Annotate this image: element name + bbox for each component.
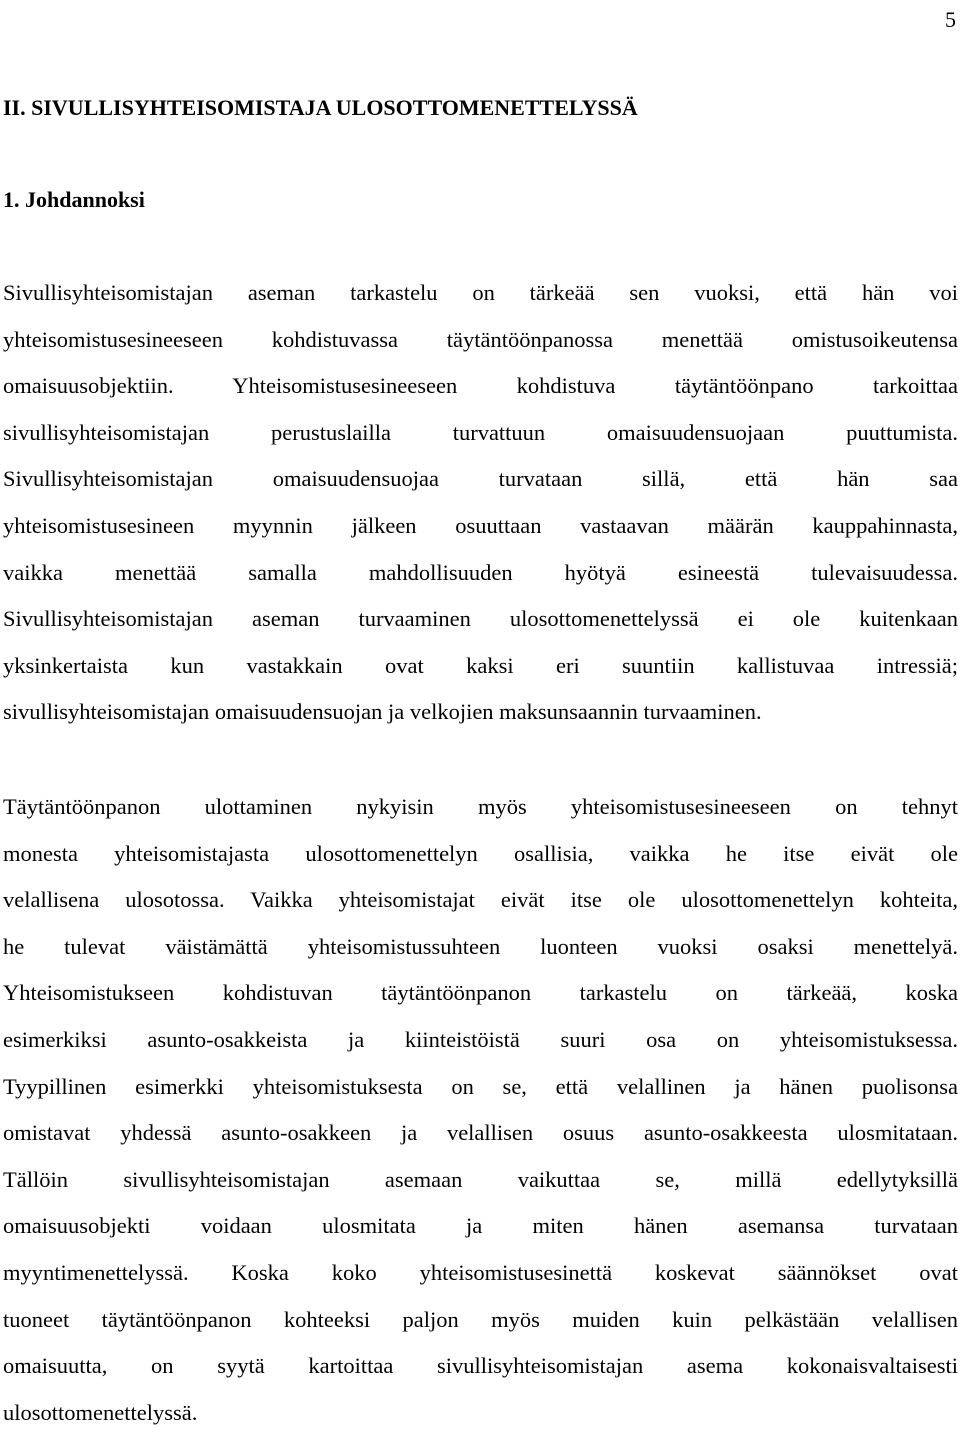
paragraph-line: vaikka menettää samalla mahdollisuuden hyötyä esineestä tulevaisuudessa. [3,559,958,585]
paragraph-line: yksinkertaista kun vastakkain ovat kaksi eri suuntiin kallistuvaa intressiä; [3,652,958,678]
section-title: 1. Johdannoksi [3,187,145,212]
paragraph-line: omaisuutta, on syytä kartoittaa sivullisyhteisomistajan asema kokonaisvaltaisesti [3,1353,958,1379]
page-number: 5 [945,7,956,32]
paragraph-line: omistavat yhdessä asunto-osakkeen ja velallisen osuus asunto-osakkeesta ulosmitataan. [3,1120,958,1146]
paragraph-line: he tulevat väistämättä yhteisomistussuhteen luonteen vuoksi osaksi menettelyä. [3,933,958,959]
chapter-title: II. SIVULLISYHTEISOMISTAJA ULOSOTTOMENETTELYSSÄ [3,95,638,120]
paragraph-line: myyntimenettelyssä. Koska koko yhteisomistusesinettä koskevat säännökset ovat [3,1259,958,1285]
paragraph-line: Sivullisyhteisomistajan aseman turvaaminen ulosottomenettelyssä ei ole kuitenkaan [3,606,958,632]
paragraph-line: omaisuusobjekti voidaan ulosmitata ja miten hänen asemansa turvataan [3,1213,958,1239]
paragraph-line: Sivullisyhteisomistajan aseman tarkastelu on tärkeää sen vuoksi, että hän voi [3,280,958,305]
paragraph-1 [3,270,958,736]
paragraph-line: ulosottomenettelyssä. [3,1399,198,1425]
paragraph-line: velallisena ulosotossa. Vaikka yhteisomistajat eivät itse ole ulosottomenettelyn kohteita, [3,887,958,913]
paragraph-line: Sivullisyhteisomistajan omaisuudensuojaa turvataan sillä, että hän saa [3,466,958,492]
paragraph-line: monesta yhteisomistajasta ulosottomenettelyn osallisia, vaikka he itse eivät ole [3,840,958,866]
paragraph-line: omaisuusobjektiin. Yhteisomistusesineeseen kohdistuva täytäntöönpano tarkoittaa [3,373,958,399]
paragraph-line: Tyypillinen esimerkki yhteisomistuksesta on se, että velallinen ja hänen puolisonsa [3,1073,958,1099]
paragraph-line: sivullisyhteisomistajan omaisuudensuojan ja velkojien maksunsaannin turvaaminen. [3,699,762,725]
paragraph-line: yhteisomistusesineeseen kohdistuvassa täytäntöönpanossa menettää omistusoikeutensa [3,326,958,352]
paragraph-line: Tällöin sivullisyhteisomistajan asemaan vaikuttaa se, millä edellytyksillä [3,1166,958,1192]
paragraph-2 [3,784,958,1436]
paragraph-line: sivullisyhteisomistajan perustuslailla turvattuun omaisuudensuojaan puuttumista. [3,419,958,445]
paragraph-line: esimerkiksi asunto-osakkeista ja kiinteistöistä suuri osa on yhteisomistuksessa. [3,1026,958,1052]
paragraph-line: yhteisomistusesineen myynnin jälkeen osuuttaan vastaavan määrän kauppahinnasta, [3,512,958,538]
paragraph-line: Täytäntöönpanon ulottaminen nykyisin myös yhteisomistusesineeseen on tehnyt [3,794,958,819]
paragraph-line: Yhteisomistukseen kohdistuvan täytäntöönpanon tarkastelu on tärkeää, koska [3,980,958,1006]
paragraph-line: tuoneet täytäntöönpanon kohteeksi paljon myös muiden kuin pelkästään velallisen [3,1306,958,1332]
